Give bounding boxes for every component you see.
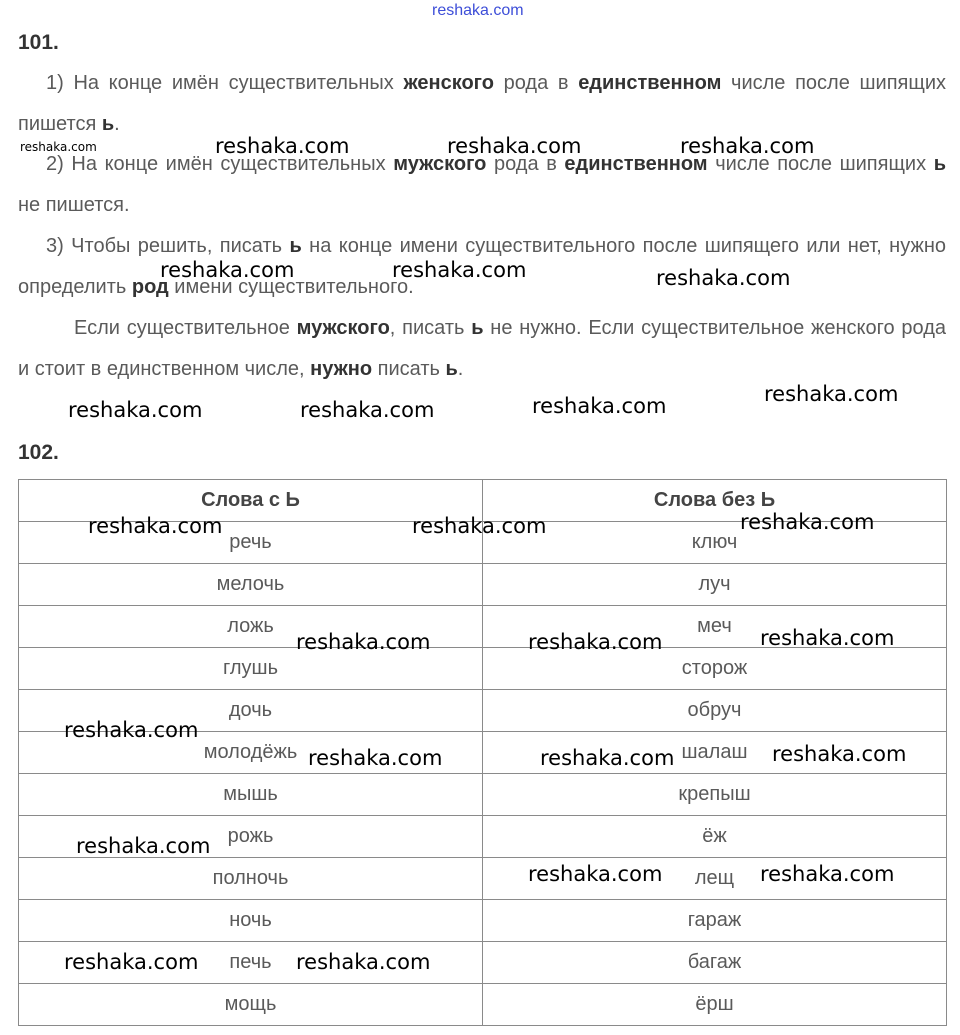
watermark: reshaka.com	[392, 258, 527, 282]
word-without-soft-sign: сторож	[483, 648, 947, 690]
word-with-soft-sign: мелочь	[19, 564, 483, 606]
word-with-soft-sign: молодёжь	[19, 732, 483, 774]
word-without-soft-sign: багаж	[483, 942, 947, 984]
word-without-soft-sign: ключ	[483, 522, 947, 564]
site-header-link[interactable]: reshaka.com	[432, 2, 524, 19]
table-row	[19, 564, 947, 606]
watermark: reshaka.com	[532, 394, 667, 418]
exercise-101-number: 101.	[18, 31, 59, 54]
watermark: reshaka.com	[528, 630, 663, 654]
watermark: reshaka.com	[760, 862, 895, 886]
exercise-102-number: 102.	[18, 441, 59, 464]
word-without-soft-sign: луч	[483, 564, 947, 606]
word-with-soft-sign: дочь	[19, 690, 483, 732]
watermark: reshaka.com	[215, 134, 350, 158]
word-without-soft-sign: обруч	[483, 690, 947, 732]
word-with-soft-sign: печь	[19, 942, 483, 984]
word-without-soft-sign: ёрш	[483, 984, 947, 1026]
ex101-rule-1: 1) На конце имён существительных женского рода в единственном числе после шипящих пишется ь.	[18, 72, 946, 135]
watermark: reshaka.com	[64, 950, 199, 974]
ex101-conclusion: Если существительное мужского, писать ь не нужно. Если существительное женского рода и стоит в единственном числе, нужно писать ь.	[18, 317, 946, 380]
watermark: reshaka.com	[68, 398, 203, 422]
watermark: reshaka.com	[308, 746, 443, 770]
watermark: reshaka.com	[528, 862, 663, 886]
word-with-soft-sign: мощь	[19, 984, 483, 1026]
watermark: reshaka.com	[740, 510, 875, 534]
header-without-soft-sign: Слова без Ь	[483, 480, 947, 522]
table-row	[19, 648, 947, 690]
watermark: reshaka.com	[76, 834, 211, 858]
watermark: reshaka.com	[88, 514, 223, 538]
watermark: reshaka.com	[447, 134, 582, 158]
word-without-soft-sign: гараж	[483, 900, 947, 942]
watermark: reshaka.com	[760, 626, 895, 650]
table-row	[19, 984, 947, 1026]
watermark: reshaka.com	[20, 140, 97, 154]
watermark: reshaka.com	[772, 742, 907, 766]
watermark: reshaka.com	[680, 134, 815, 158]
header-with-soft-sign: Слова с Ь	[19, 480, 483, 522]
word-with-soft-sign: ложь	[19, 606, 483, 648]
word-without-soft-sign: меч	[483, 606, 947, 648]
watermark: reshaka.com	[160, 258, 295, 282]
word-without-soft-sign: ёж	[483, 816, 947, 858]
watermark: reshaka.com	[300, 398, 435, 422]
watermark: reshaka.com	[412, 514, 547, 538]
watermark: reshaka.com	[64, 718, 199, 742]
watermark: reshaka.com	[656, 266, 791, 290]
word-with-soft-sign: рожь	[19, 816, 483, 858]
word-with-soft-sign: глушь	[19, 648, 483, 690]
word-with-soft-sign: речь	[19, 522, 483, 564]
word-with-soft-sign: полночь	[19, 858, 483, 900]
ex101-rule-2: 2) На конце имён существительных мужского рода в единственном числе после шипящих ь не пишется.	[18, 153, 946, 216]
watermark: reshaka.com	[540, 746, 675, 770]
watermark: reshaka.com	[296, 630, 431, 654]
word-with-soft-sign: ночь	[19, 900, 483, 942]
word-with-soft-sign: мышь	[19, 774, 483, 816]
word-without-soft-sign: шалаш	[483, 732, 947, 774]
watermark: reshaka.com	[764, 382, 899, 406]
word-without-soft-sign: крепыш	[483, 774, 947, 816]
watermark: reshaka.com	[296, 950, 431, 974]
table-row	[19, 774, 947, 816]
table-row	[19, 900, 947, 942]
ex101-rule-3: 3) Чтобы решить, писать ь на конце имени существительного после шипящего или нет, нужно определить род имени существительного.	[18, 235, 947, 298]
word-without-soft-sign: лещ	[483, 858, 947, 900]
